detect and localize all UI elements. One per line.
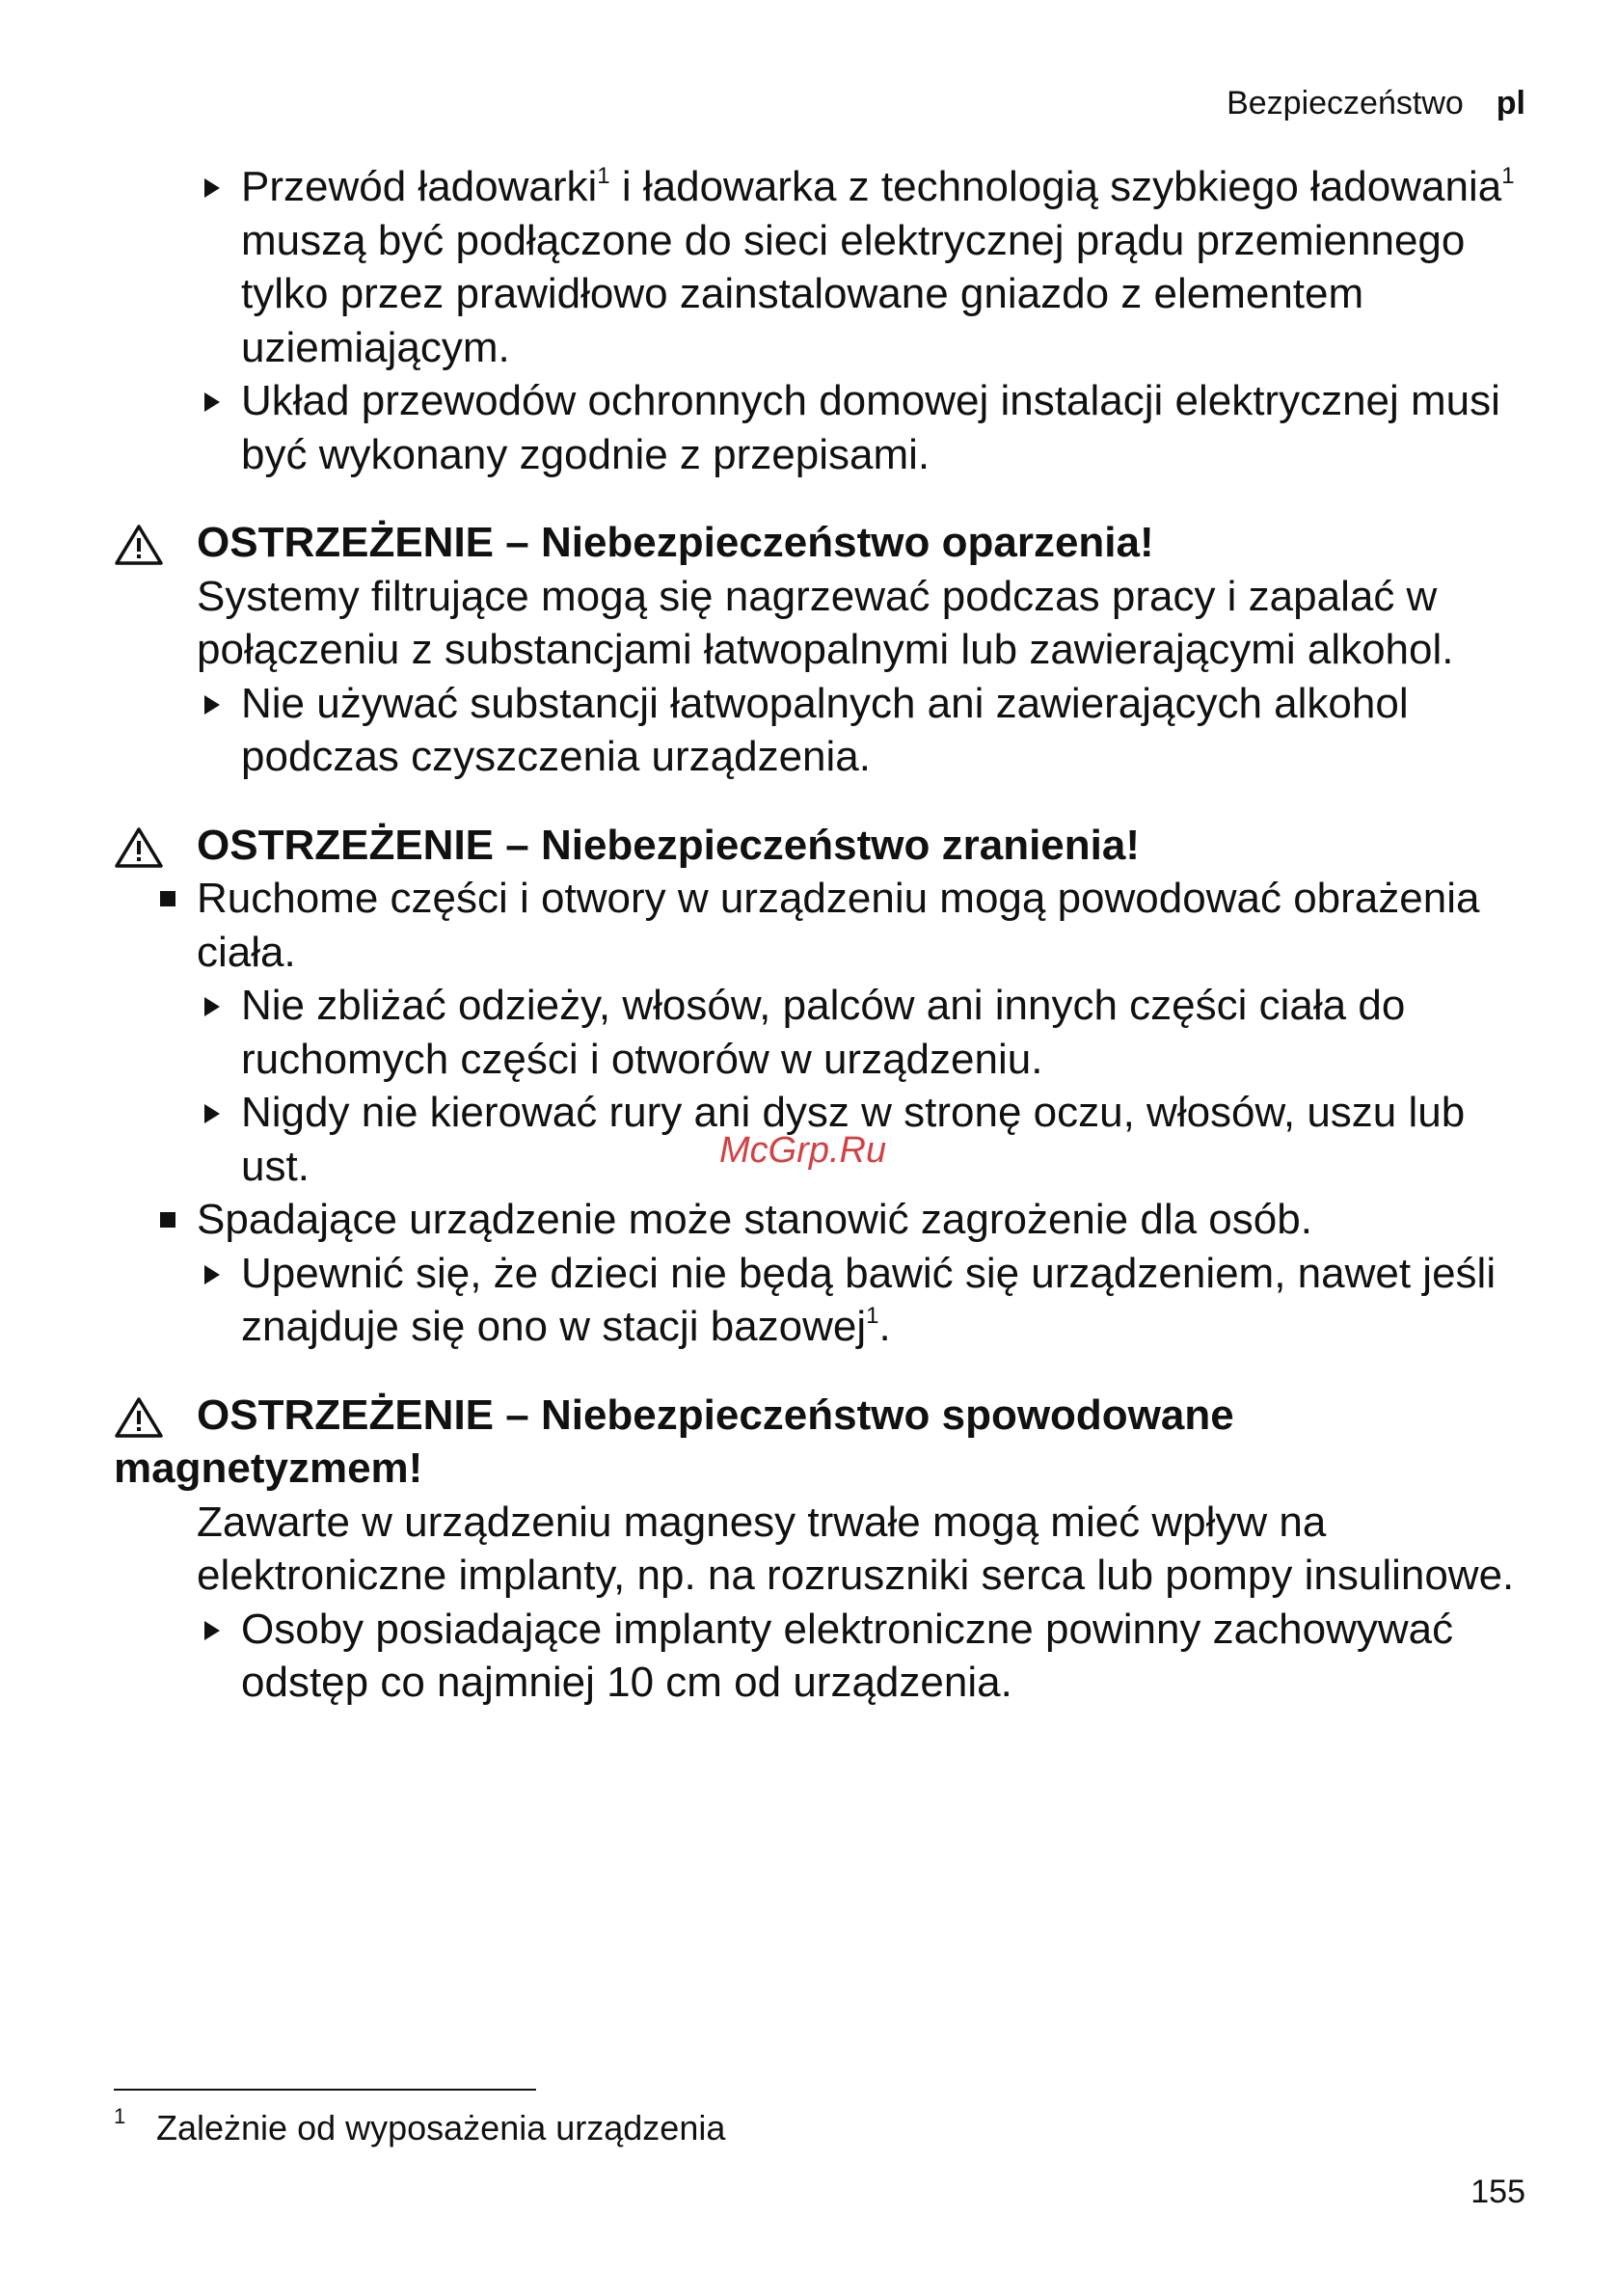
warning-triangle-icon	[114, 1396, 164, 1439]
warning-triangle-icon	[114, 524, 164, 566]
arrow-bullet-icon	[204, 1621, 220, 1640]
action-item: Nie używać substancji łatwopalnych ani zawierających alkohol podczas czyszczenia urządzenia.	[114, 677, 1531, 784]
arrow-bullet-icon	[204, 997, 220, 1016]
page-content	[114, 160, 1531, 1710]
action-item: Osoby posiadające implanty elektroniczne powinny zachowywać odstęp co najmniej 10 cm od urządzenia.	[114, 1603, 1531, 1710]
warning-magnetism	[114, 1389, 1531, 1710]
language-code: pl	[1496, 85, 1525, 122]
arrow-bullet-icon	[204, 695, 220, 715]
arrow-bullet-icon	[204, 1104, 220, 1123]
warning-body: Zawarte w urządzeniu magnesy trwałe mogą mieć wpływ na elektroniczne implanty, np. na rozruszniki serca lub pompy insulinowe.	[197, 1498, 1515, 1599]
section-title: Bezpieczeństwo	[1227, 85, 1464, 122]
warning-burn	[114, 516, 1531, 784]
list-item: Przewód ładowarki$^1$ i ładowarka z technologią szybkiego ładowania$^1$ muszą być podłączone do sieci elektrycznej prądu przemiennego tylko przez prawidłowo zainstalowane gniazdo z elementem uziemiającym.	[114, 160, 1531, 374]
warning-title: OSTRZEŻENIE – Niebezpieczeństwo oparzenia!	[114, 516, 1531, 570]
arrow-bullet-icon	[204, 392, 220, 412]
footnote	[114, 2104, 726, 2148]
arrow-bullet-icon	[204, 1265, 220, 1284]
hazard-item: Spadające urządzenie może stanowić zagrożenie dla osób.	[114, 1193, 1531, 1247]
action-item: Upewnić się, że dzieci nie będą bawić się urządzeniem, nawet jeśli znajduje się ono w stacji bazowej$^1$.	[114, 1247, 1531, 1354]
hazard-item: Ruchome części i otwory w urządzeniu mogą powodować obrażenia ciała.	[114, 872, 1531, 979]
watermark: McGrp.Ru	[719, 1130, 887, 1171]
footnote-divider	[114, 2089, 536, 2091]
warning-injury	[114, 819, 1531, 1354]
action-item: Nigdy nie kierować rury ani dysz w stronę oczu, włosów, uszu lub ust.	[114, 1086, 1531, 1193]
arrow-bullet-icon	[204, 178, 220, 198]
list-item: Układ przewodów ochronnych domowej instalacji elektrycznej musi być wykonany zgodnie z przepisami.	[114, 374, 1531, 481]
footnote-text: Zależnie od wyposażenia urządzenia	[156, 2108, 726, 2147]
warning-title: OSTRZEŻENIE – Niebezpieczeństwo spowodowane magnetyzmem!	[114, 1391, 1234, 1492]
square-bullet-icon	[160, 891, 175, 906]
footnote-number: 1	[114, 2104, 126, 2128]
warning-title: OSTRZEŻENIE – Niebezpieczeństwo zranienia!	[114, 819, 1531, 873]
page-number: 155	[1470, 2174, 1525, 2210]
warning-body: Systemy filtrujące mogą się nagrzewać podczas pracy i zapalać w połączeniu z substancjami łatwopalnymi lub zawierającymi alkohol.	[197, 572, 1454, 673]
action-item: Nie zbliżać odzieży, włosów, palców ani innych części ciała do ruchomych części i otworów w urządzeniu.	[114, 979, 1531, 1086]
intro-list	[114, 160, 1531, 481]
square-bullet-icon	[160, 1212, 175, 1228]
page-header	[1227, 85, 1525, 122]
warning-triangle-icon	[114, 826, 164, 869]
